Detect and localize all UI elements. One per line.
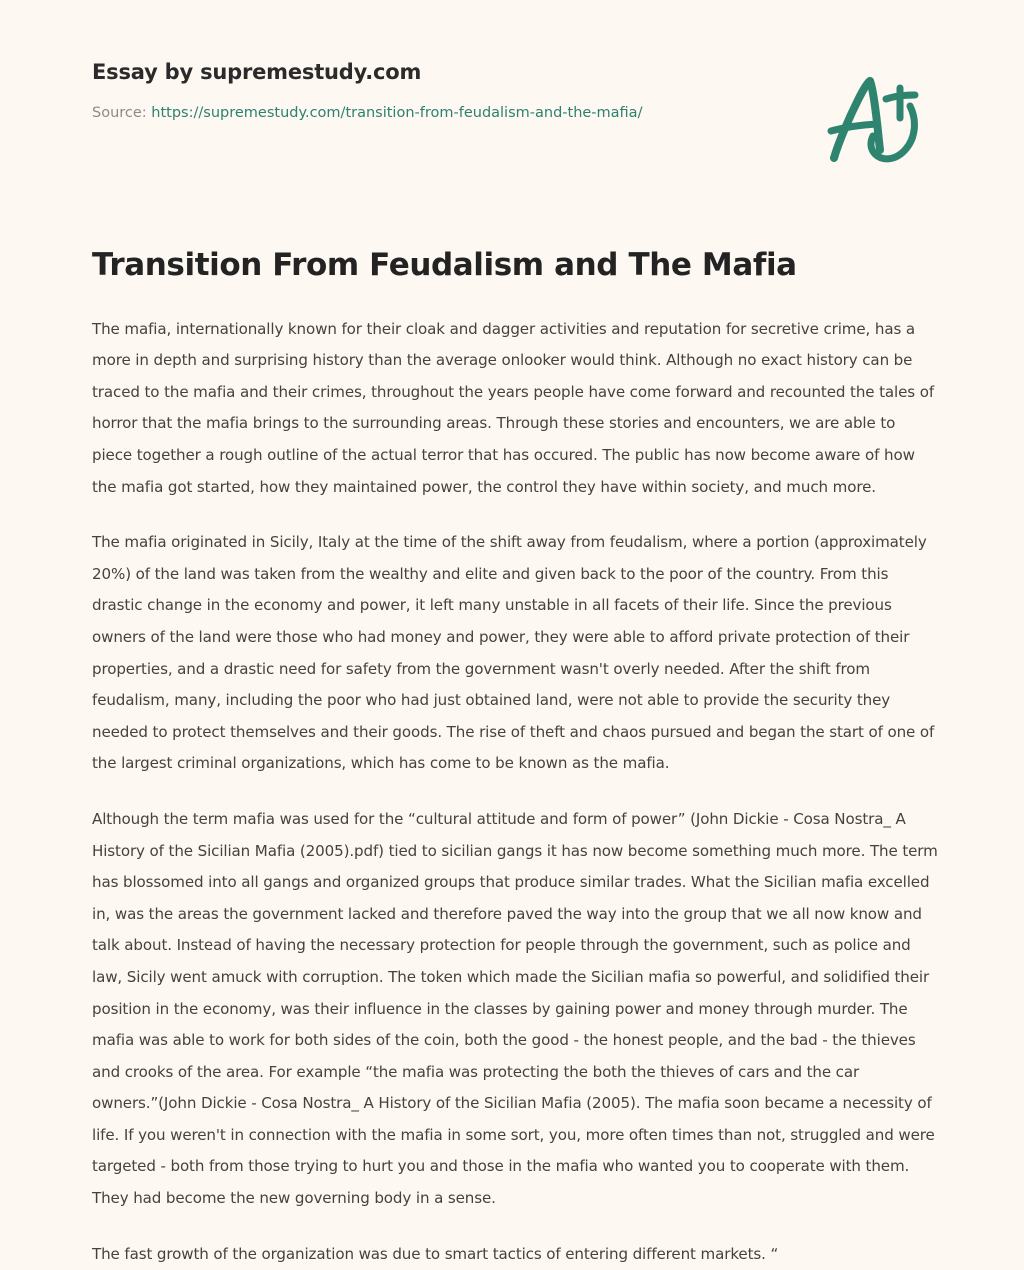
source-label: Source: [92, 105, 147, 122]
page-header [0, 0, 1024, 190]
article-paragraph: Although the term mafia was used for the “cultural attitude and form of power” (John Dickie - Cosa Nostra_ A History of the Sicilian Mafia (2005).pdf) tied to sicilian gangs it has now become something much more. The term has blossomed into all gangs and organized groups that produce similar trades. What the Sicilian mafia excelled in, was the areas the government lacked and therefore paved the way into the group that we all now know and talk about. Instead of having the necessary protection for people through the government, such as police and law, Sicily went amuck with corruption. The token which made the Sicilian mafia so powerful, and solidified their position in the economy, was their influence in the classes by gaining power and money through murder. The mafia was able to work for both sides of the coin, both the good - the honest people, and the bad - the thieves and crooks of the area. For example “the mafia was protecting the both the thieves of cars and the car owners.”(John Dickie - Cosa Nostra_ A History of the Sicilian Mafia (2005). The mafia soon became a necessity of life. If you weren't in connection with the mafia in some sort, you, more often times than not, struggled and were targeted - both from those trying to hurt you and those in the mafia who wanted you to cooperate with them. They had become the new governing body in a sense. [92, 809, 938, 1208]
source-url-link[interactable]: https://supremestudy.com/transition-from-feudalism-and-the-mafia/ [151, 105, 643, 122]
source-line [92, 104, 792, 123]
a-plus-logo-icon [812, 62, 932, 172]
article-paragraph: The mafia, internationally known for their cloak and dagger activities and reputation for secretive crime, has a more in depth and surprising history than the average onlooker would think. Although no exact history can be traced to the mafia and their crimes, throughout the years people have come forward and recounted the tales of horror that the mafia brings to the surrounding areas. Through these stories and encounters, we are able to piece together a rough outline of the actual terror that has occured. The public has now become aware of how the mafia got started, how they maintained power, the control they have within society, and much more. [92, 319, 935, 496]
supremestudy-logo[interactable] [812, 62, 932, 172]
header-text-block [92, 60, 792, 123]
article-paragraph: The fast growth of the organization was due to smart tactics of entering different markets. “ [92, 1244, 779, 1263]
essay-by-heading: Essay by supremestudy.com [92, 60, 422, 84]
page-title: Transition From Feudalism and The Mafia [92, 247, 797, 283]
article-paragraph: The mafia originated in Sicily, Italy at the time of the shift away from feudalism, where a portion (approximately 20%) of the land was taken from the wealthy and elite and given back to the poor of the country. From this drastic change in the economy and power, it left many unstable in all facets of their life. Since the previous owners of the land were those who had money and power, they were able to afford private protection of their properties, and a drastic need for safety from the government wasn't overly needed. After the shift from feudalism, many, including the poor who had just obtained land, were not able to provide the security they needed to protect themselves and their goods. The rise of theft and chaos pursued and began the start of one of the largest criminal organizations, which has come to be known as the mafia. [92, 533, 935, 773]
article-body [92, 314, 938, 1270]
article [92, 248, 938, 1270]
